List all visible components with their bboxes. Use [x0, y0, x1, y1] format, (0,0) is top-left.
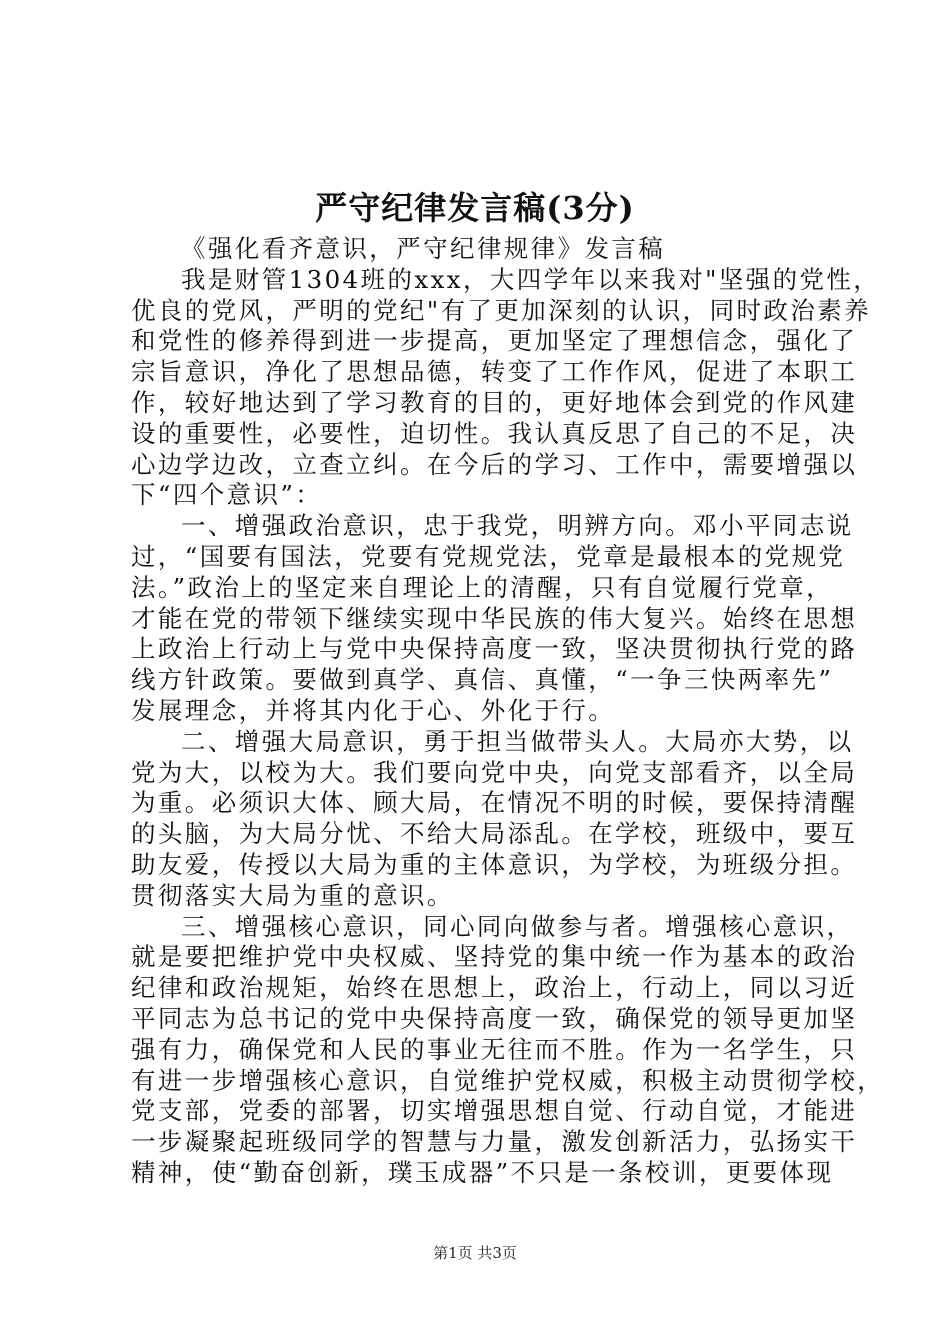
text-line: 和党性的修养得到进一步提高，更加坚定了理想信念，强化了 [131, 326, 858, 356]
document-title: 严守纪律发言稿(3分) [315, 189, 635, 227]
text-line: 党为大，以校为大。我们要向党中央，向党支部看齐，以全局 [131, 757, 858, 787]
text-line: 纪律和政治规矩，始终在思想上，政治上，行动上，同以习近 [131, 973, 858, 1003]
text-line: 精神，使“勤奋创新，璞玉成器”不只是一条校训，更要体现 [131, 1157, 834, 1187]
text-line: 助友爱，传授以大局为重的主体意识，为学校，为班级分担。 [131, 849, 858, 879]
text-line: 法。”政治上的坚定来自理论上的清醒，只有自觉履行党章， [131, 572, 834, 602]
text-line: 一、增强政治意识，忠于我党，明辨方向。邓小平同志说 [181, 511, 854, 541]
text-line: 一步凝聚起班级同学的智慧与力量，激发创新活力，弘扬实干 [131, 1127, 858, 1157]
text-line: 为重。必须识大体、顾大局，在情况不明的时候，要保持清醒 [131, 788, 858, 818]
text-line: 贯彻落实大局为重的意识。 [131, 880, 454, 910]
text-line: 优良的党风，严明的党纪"有了更加深刻的认识，同时政治素养 [131, 295, 871, 325]
text-line: 二、增强大局意识，勇于担当做带头人。大局亦大势，以 [181, 726, 854, 756]
text-line: 三、增强核心意识，同心同向做参与者。增强核心意识， [181, 911, 854, 941]
text-line: 有进一步增强核心意识，自觉维护党权威，积极主动贯彻学校， [131, 1065, 885, 1095]
text-line: 才能在党的带领下继续实现中华民族的伟大复兴。始终在思想 [131, 603, 858, 633]
text-line: 《强化看齐意识，严守纪律规律》发言稿 [181, 234, 666, 263]
text-line: 强有力，确保党和人民的事业无往而不胜。作为一名学生，只 [131, 1034, 858, 1064]
text-line: 心边学边改，立查立纠。在今后的学习、工作中，需要增强以 [131, 449, 858, 479]
text-line: 作，较好地达到了学习教育的目的，更好地体会到党的作风建 [131, 387, 858, 417]
text-line: 过，“国要有国法，党要有党规党法，党章是最根本的党规党 [131, 541, 846, 571]
text-line: 上政治上行动上与党中央保持高度一致，坚决贯彻执行党的路 [131, 634, 858, 664]
text-line: 设的重要性，必要性，迫切性。我认真反思了自己的不足，决 [131, 418, 858, 448]
text-line: 我是财管1304班的xxx，大四学年以来我对"坚强的党性， [181, 264, 881, 294]
text-line: 平同志为总书记的党中央保持高度一致，确保党的领导更加坚 [131, 1003, 858, 1033]
text-line: 党支部，党委的部署，切实增强思想自觉、行动自觉，才能进 [131, 1096, 858, 1126]
text-line: 线方针政策。要做到真学、真信、真懂，“一争三快两率先” [131, 665, 834, 695]
text-line: 宗旨意识，净化了思想品德，转变了工作作风，促进了本职工 [131, 357, 858, 387]
text-line: 就是要把维护党中央权威、坚持党的集中统一作为基本的政治 [131, 942, 858, 972]
text-line: 下“四个意识”： [131, 480, 323, 510]
text-line: 的头脑，为大局分忧、不给大局添乱。在学校，班级中，要互 [131, 819, 858, 849]
text-line: 发展理念，并将其内化于心、外化于行。 [131, 695, 616, 725]
document-body [131, 234, 885, 1189]
page-footer: 第1页 共3页 [433, 1244, 517, 1262]
